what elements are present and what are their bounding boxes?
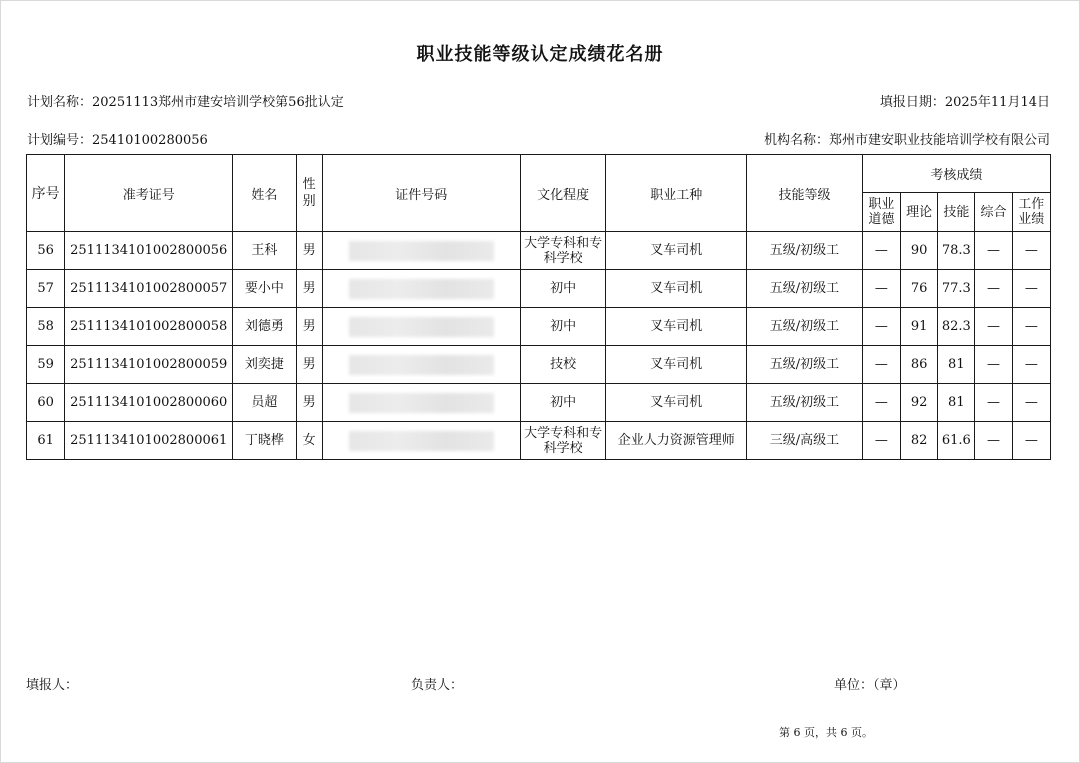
cell-name: 刘奕捷 — [233, 346, 296, 384]
cell-gender: 女 — [296, 422, 322, 460]
header-skill: 技能 — [938, 193, 975, 232]
redacted-id-number — [349, 355, 494, 375]
cell-ethics: — — [862, 308, 900, 346]
cell-name: 丁晓桦 — [233, 422, 296, 460]
cell-exam-no: 2511134101002800058 — [65, 308, 233, 346]
cell-skill-level: 五级/初级工 — [747, 346, 863, 384]
cell-skill-level: 五级/初级工 — [747, 384, 863, 422]
cell-theory: 86 — [901, 346, 938, 384]
cell-id-no — [322, 270, 520, 308]
cell-ethics: — — [862, 384, 900, 422]
cell-skill: 81 — [938, 384, 975, 422]
cell-seq: 61 — [27, 422, 65, 460]
cell-id-no — [322, 384, 520, 422]
cell-theory: 76 — [901, 270, 938, 308]
cell-exam-no: 2511134101002800059 — [65, 346, 233, 384]
cell-work-performance: — — [1012, 308, 1050, 346]
cell-ethics: — — [862, 422, 900, 460]
cell-overall: — — [975, 422, 1012, 460]
cell-occupation: 叉车司机 — [606, 270, 747, 308]
header-scores: 考核成绩 — [862, 155, 1050, 193]
filler-label: 填报人： — [26, 678, 79, 693]
cell-education: 初中 — [520, 308, 605, 346]
cell-name: 王科 — [233, 232, 296, 270]
cell-seq: 58 — [27, 308, 65, 346]
score-roster-table — [26, 154, 1051, 460]
cell-skill-level: 五级/初级工 — [747, 270, 863, 308]
cell-occupation: 叉车司机 — [606, 308, 747, 346]
cell-education: 初中 — [520, 384, 605, 422]
cell-id-no — [322, 308, 520, 346]
cell-theory: 82 — [901, 422, 938, 460]
redacted-id-number — [349, 279, 494, 299]
cell-id-no — [322, 422, 520, 460]
cell-seq: 59 — [27, 346, 65, 384]
cell-ethics: — — [862, 270, 900, 308]
header-id-no: 证件号码 — [322, 155, 520, 232]
redacted-id-number — [349, 317, 494, 337]
cell-overall: — — [975, 346, 1012, 384]
cell-skill: 81 — [938, 346, 975, 384]
cell-id-no — [322, 346, 520, 384]
cell-seq: 60 — [27, 384, 65, 422]
cell-education: 大学专科和专科学校 — [520, 422, 605, 460]
header-education: 文化程度 — [520, 155, 605, 232]
cell-theory: 91 — [901, 308, 938, 346]
cell-skill: 78.3 — [938, 232, 975, 270]
table-row — [27, 346, 1051, 384]
table-row — [27, 422, 1051, 460]
header-ethics: 职业道德 — [862, 193, 900, 232]
cell-work-performance: — — [1012, 232, 1050, 270]
cell-name: 员超 — [233, 384, 296, 422]
cell-exam-no: 2511134101002800056 — [65, 232, 233, 270]
cell-theory: 90 — [901, 232, 938, 270]
cell-overall: — — [975, 308, 1012, 346]
cell-id-no — [322, 232, 520, 270]
cell-work-performance: — — [1012, 346, 1050, 384]
cell-exam-no: 2511134101002800061 — [65, 422, 233, 460]
cell-skill-level: 五级/初级工 — [747, 308, 863, 346]
cell-education: 大学专科和专科学校 — [520, 232, 605, 270]
table-row — [27, 308, 1051, 346]
cell-occupation: 叉车司机 — [606, 384, 747, 422]
cell-skill: 61.6 — [938, 422, 975, 460]
cell-skill-level: 三级/高级工 — [747, 422, 863, 460]
plan-name: 计划名称：20251113郑州市建安培训学校第56批认定 — [27, 95, 344, 110]
cell-exam-no: 2511134101002800057 — [65, 270, 233, 308]
cell-occupation: 企业人力资源管理师 — [606, 422, 747, 460]
header-skill-level: 技能等级 — [747, 155, 863, 232]
cell-gender: 男 — [296, 270, 322, 308]
cell-work-performance: — — [1012, 384, 1050, 422]
header-work-performance: 工作业绩 — [1012, 193, 1050, 232]
header-exam-no: 准考证号 — [65, 155, 233, 232]
cell-ethics: — — [862, 346, 900, 384]
cell-education: 技校 — [520, 346, 605, 384]
cell-overall: — — [975, 232, 1012, 270]
redacted-id-number — [349, 241, 494, 261]
cell-skill-level: 五级/初级工 — [747, 232, 863, 270]
responsible-label: 负责人： — [411, 678, 464, 693]
cell-education: 初中 — [520, 270, 605, 308]
cell-name: 要小中 — [233, 270, 296, 308]
table-row — [27, 384, 1051, 422]
header-seq: 序号 — [27, 155, 65, 232]
cell-skill: 82.3 — [938, 308, 975, 346]
header-gender: 性别 — [296, 155, 322, 232]
cell-gender: 男 — [296, 232, 322, 270]
table-row — [27, 270, 1051, 308]
cell-seq: 56 — [27, 232, 65, 270]
page-indicator: 第 6 页，共 6 页。 — [779, 726, 873, 739]
plan-number: 计划编号：25410100280056 — [27, 133, 208, 148]
cell-skill: 77.3 — [938, 270, 975, 308]
cell-overall: — — [975, 384, 1012, 422]
report-date: 填报日期：2025年11月14日 — [879, 95, 1050, 110]
org-name: 机构名称：郑州市建安职业技能培训学校有限公司 — [763, 133, 1050, 148]
header-name: 姓名 — [233, 155, 296, 232]
cell-work-performance: — — [1012, 422, 1050, 460]
cell-theory: 92 — [901, 384, 938, 422]
cell-work-performance: — — [1012, 270, 1050, 308]
cell-exam-no: 2511134101002800060 — [65, 384, 233, 422]
table-row — [27, 232, 1051, 270]
cell-seq: 57 — [27, 270, 65, 308]
header-overall: 综合 — [975, 193, 1012, 232]
cell-gender: 男 — [296, 384, 322, 422]
unit-seal-label: 单位：（章） — [834, 678, 906, 693]
header-theory: 理论 — [901, 193, 938, 232]
header-occupation: 职业工种 — [606, 155, 747, 232]
document-title: 职业技能等级认定成绩花名册 — [416, 44, 664, 65]
cell-occupation: 叉车司机 — [606, 232, 747, 270]
cell-overall: — — [975, 270, 1012, 308]
cell-name: 刘德勇 — [233, 308, 296, 346]
cell-gender: 男 — [296, 346, 322, 384]
cell-gender: 男 — [296, 308, 322, 346]
redacted-id-number — [349, 393, 494, 413]
cell-ethics: — — [862, 232, 900, 270]
redacted-id-number — [349, 431, 494, 451]
cell-occupation: 叉车司机 — [606, 346, 747, 384]
